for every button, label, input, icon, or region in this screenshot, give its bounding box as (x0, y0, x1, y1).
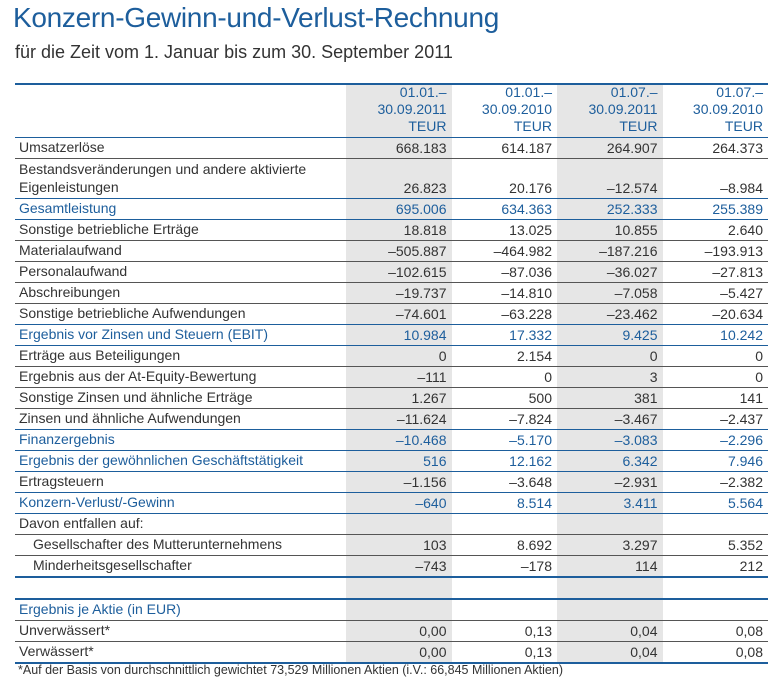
row-label: Minderheitsgesellschafter (33, 557, 192, 573)
eps-heading-row (15, 600, 768, 621)
row-label: Personalaufwand (19, 263, 128, 279)
table-row (15, 556, 768, 578)
cell-value: 10.242 (720, 327, 763, 343)
column-header: 01.01.– 30.09.2010 TEUR (481, 84, 552, 134)
table-row (15, 642, 768, 664)
cell-value: 141 (739, 390, 763, 406)
cell-value: 5.564 (727, 495, 763, 511)
table-row (15, 159, 768, 199)
cell-value: 500 (528, 390, 552, 406)
cell-value: 10.984 (403, 327, 447, 343)
cell-value: 0,00 (419, 623, 447, 639)
cell-value: –1.156 (403, 474, 447, 490)
table-row (15, 138, 768, 159)
cell-value: 2.640 (727, 222, 763, 238)
cell-value: –12.574 (606, 180, 658, 196)
eps-heading: Ergebnis je Aktie (in EUR) (19, 601, 181, 617)
table-row (15, 535, 768, 556)
cell-value: –3.648 (509, 474, 552, 490)
cell-value: –7.824 (509, 411, 552, 427)
page-title: Konzern-Gewinn-und-Verlust-Rechnung (13, 2, 499, 33)
cell-value (452, 532, 558, 534)
cell-value: –14.810 (501, 285, 552, 301)
row-label: Unverwässert* (19, 622, 111, 638)
cell-value: –27.813 (712, 264, 763, 280)
cell-value: –193.913 (704, 243, 763, 259)
row-label: Ertragsteuern (19, 473, 104, 489)
cell-value (346, 532, 452, 534)
cell-value: 5.352 (727, 537, 763, 553)
cell-value: 8.514 (516, 495, 552, 511)
cell-value: 114 (635, 558, 658, 574)
cell-value: –102.615 (388, 264, 447, 280)
cell-value: 0,00 (419, 644, 447, 660)
cell-value: –7.058 (614, 285, 658, 301)
table-row (15, 430, 768, 451)
cell-value: 0,04 (630, 644, 658, 660)
row-label: Materialaufwand (19, 242, 122, 258)
table-row (15, 283, 768, 304)
cell-value: –743 (415, 558, 447, 574)
cell-value: –178 (520, 558, 552, 574)
cell-value: 0,04 (630, 623, 658, 639)
cell-value: 0,13 (524, 623, 552, 639)
cell-value: –23.462 (606, 306, 658, 322)
cell-value: –3.083 (614, 432, 658, 448)
cell-value: –187.216 (599, 243, 658, 259)
table-row (15, 409, 768, 430)
cell-value: –8.984 (720, 180, 763, 196)
spacer-row (15, 578, 768, 600)
cell-value: 18.818 (403, 222, 447, 238)
cell-value: 1.267 (411, 390, 447, 406)
cell-value: 0 (438, 348, 447, 364)
table-row (15, 621, 768, 642)
row-label: Davon entfallen auf: (19, 515, 144, 531)
cell-value: 0,13 (524, 644, 552, 660)
cell-value: 10.855 (614, 222, 658, 238)
row-label: Finanzergebnis (19, 431, 115, 447)
row-label: Verwässert* (19, 643, 94, 659)
row-label: Abschreibungen (19, 284, 121, 300)
row-label: Umsatzerlöse (19, 139, 105, 155)
page-subtitle: für die Zeit vom 1. Januar bis zum 30. September 2011 (15, 42, 453, 62)
cell-value: 695.006 (395, 201, 447, 217)
cell-value: 3.297 (622, 537, 658, 553)
cell-value: 0,08 (735, 644, 763, 660)
cell-value: –2.296 (720, 432, 763, 448)
table-row (15, 367, 768, 388)
cell-value: 614.187 (501, 140, 552, 156)
cell-value: 12.162 (509, 453, 552, 469)
row-label: Sonstige Zinsen und ähnliche Erträge (19, 389, 253, 405)
row-label: Konzern-Verlust/-Gewinn (19, 494, 175, 510)
cell-value: 516 (423, 453, 447, 469)
cell-value (557, 532, 663, 534)
row-label: Gesamtleistung (19, 200, 117, 216)
column-header: 01.07.– 30.09.2010 TEUR (692, 84, 763, 134)
cell-value: 9.425 (622, 327, 658, 343)
row-label: Sonstige betriebliche Erträge (19, 221, 199, 237)
cell-value: 0 (755, 348, 763, 364)
cell-value: 103 (423, 537, 447, 553)
table-row (15, 199, 768, 220)
table-row (15, 493, 768, 514)
cell-value: –505.887 (388, 243, 447, 259)
cell-value: –2.437 (720, 411, 763, 427)
cell-value: –2.931 (614, 474, 658, 490)
table-row (15, 472, 768, 493)
cell-value: 8.692 (516, 537, 552, 553)
cell-value: –10.468 (395, 432, 447, 448)
cell-value: –111 (417, 369, 447, 385)
cell-value: 255.389 (712, 201, 763, 217)
column-header: 01.07.– 30.09.2011 TEUR (588, 84, 658, 134)
cell-value: 264.373 (712, 140, 763, 156)
cell-value: –5.170 (509, 432, 552, 448)
row-label: Ergebnis aus der At-Equity-Bewertung (19, 368, 257, 384)
table-row (15, 220, 768, 241)
column-header: 01.01.– 30.09.2011 TEUR (377, 84, 447, 134)
cell-value: 252.333 (606, 201, 658, 217)
cell-value: 13.025 (509, 222, 552, 238)
cell-value: 20.176 (509, 180, 552, 196)
income-statement-table (15, 83, 768, 664)
cell-value: 668.183 (395, 140, 447, 156)
table-row (15, 514, 768, 535)
row-label: Ergebnis der gewöhnlichen Geschäftstätigkeit (19, 452, 304, 468)
cell-value: 2.154 (516, 348, 552, 364)
cell-value: –63.228 (501, 306, 552, 322)
row-label: Zinsen und ähnliche Aufwendungen (19, 410, 241, 426)
cell-value: 634.363 (501, 201, 552, 217)
table-row (15, 304, 768, 325)
cell-value: 6.342 (622, 453, 658, 469)
table-header (15, 83, 768, 138)
cell-value: –20.634 (712, 306, 763, 322)
row-label: Ergebnis vor Zinsen und Steuern (EBIT) (19, 326, 269, 342)
cell-value: 7.946 (727, 453, 763, 469)
cell-value (663, 532, 769, 534)
cell-value: 26.823 (403, 180, 447, 196)
cell-value: 381 (634, 390, 658, 406)
table-row (15, 262, 768, 283)
cell-value: 17.332 (509, 327, 552, 343)
cell-value: 0,08 (735, 623, 763, 639)
table-row (15, 346, 768, 367)
cell-value: –19.737 (395, 285, 447, 301)
cell-value: 0 (755, 369, 763, 385)
row-label: Gesellschafter des Mutterunternehmens (33, 536, 283, 552)
cell-value: 3 (649, 369, 658, 385)
cell-value: 0 (649, 348, 658, 364)
table-row (15, 451, 768, 472)
cell-value: 212 (739, 558, 763, 574)
table-row (15, 388, 768, 409)
cell-value: –74.601 (395, 306, 447, 322)
row-label: Bestandsveränderungen und andere aktivierte Eigenleistungen (19, 161, 307, 195)
row-label: Sonstige betriebliche Aufwendungen (19, 305, 246, 321)
table-row (15, 325, 768, 346)
cell-value: –87.036 (501, 264, 552, 280)
cell-value: 3.411 (623, 495, 658, 511)
cell-value: –36.027 (606, 264, 658, 280)
cell-value: –464.982 (493, 243, 552, 259)
cell-value: –5.427 (720, 285, 763, 301)
cell-value: –3.467 (614, 411, 658, 427)
cell-value: 264.907 (606, 140, 658, 156)
table-row (15, 241, 768, 262)
cell-value: 0 (544, 369, 552, 385)
cell-value: –11.624 (396, 411, 447, 427)
footnote: *Auf der Basis von durchschnittlich gewichtet 73,529 Millionen Aktien (i.V.: 66,845 Millionen Aktien) (18, 663, 563, 677)
cell-value: –640 (415, 495, 447, 511)
cell-value: –2.382 (720, 474, 763, 490)
row-label: Erträge aus Beteiligungen (19, 347, 181, 363)
